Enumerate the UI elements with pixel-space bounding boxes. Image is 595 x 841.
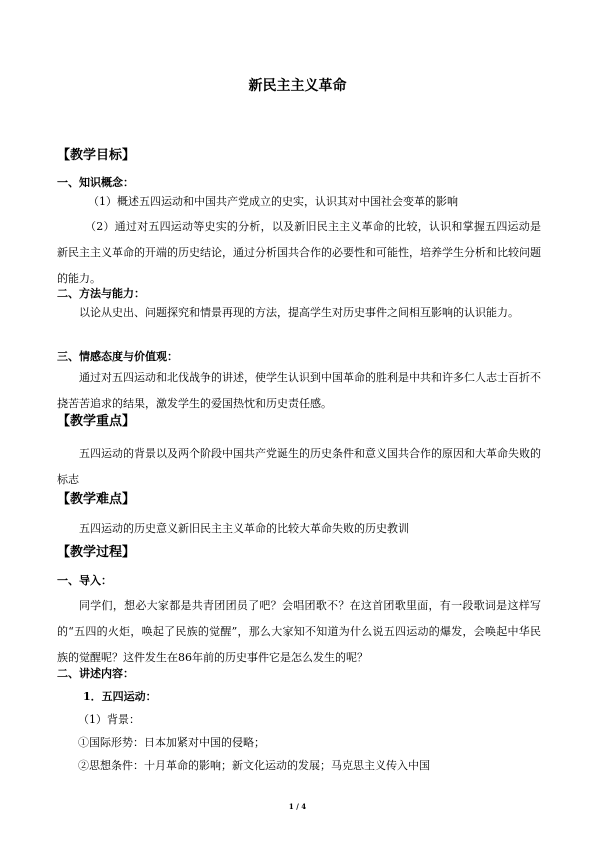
paragraph-knowledge-2: （2）通过对五四运动等史实的分析，以及新旧民主主义革命的比较，认识和掌握五四运动是新民主主义革命的开端的历史结论，通过分析国共合作的必要性和可能性，培养学生分析和比较问题的能力。 (57, 220, 541, 285)
paragraph-emotion: 通过对五四运动和北伐战争的讲述，使学生认识到中国革命的胜利是中共和许多仁人志士百折不挠苦苦追求的结果，激发学生的爱国热忱和历史责任感。 (57, 371, 541, 410)
page-number: 1 / 4 (288, 802, 307, 811)
section-heading-difficulties: 【教学难点】 (57, 492, 136, 507)
paragraph-key-points: 五四运动的背景以及两个阶段中国共产党诞生的历史条件和意义国共合作的原因和大革命失败的标志 (57, 447, 541, 486)
subheading-emotion: 三、情感态度与价值观： (57, 350, 178, 363)
subheading-knowledge: 一、知识概念： (57, 176, 134, 189)
subheading-method: 二、方法与能力： (57, 287, 145, 300)
paragraph-difficulties: 五四运动的历史意义新旧民主主义革命的比较大革命失败的历史教训 (79, 522, 409, 535)
item-international: ①国际形势：日本加紧对中国的侵略； (78, 736, 265, 749)
subheading-intro: 一、导入： (57, 574, 112, 587)
section-heading-process: 【教学过程】 (57, 545, 136, 560)
paragraph-intro: 同学们，想必大家都是共青团团员了吧？会唱团歌不？在这首团歌里面，有一段歌词是这样写的“五四的火炬，唤起了民族的觉醒”，那么大家知不知道为什么说五四运动的爆发，会唤起中华民族的觉醒呢？这件发生在86年前的历史事件它是怎么发生的呢？ (57, 599, 541, 664)
item-background: （1）背景： (78, 713, 140, 726)
item-may-fourth: 1．五四运动： (83, 690, 157, 703)
section-heading-objectives: 【教学目标】 (57, 148, 136, 163)
paragraph-knowledge-1: （1）概述五四运动和中国共产党成立的史实，认识其对中国社会变革的影响 (88, 195, 458, 208)
item-thought: ②思想条件：十月革命的影响；新文化运动的发展；马克思主义传入中国 (78, 759, 430, 772)
paragraph-method: 以论从史出、问题探究和情景再现的方法，提高学生对历史事件之间相互影响的认识能力。 (79, 306, 519, 319)
section-heading-key-points: 【教学重点】 (57, 414, 136, 429)
document-title: 新民主主义革命 (248, 78, 347, 94)
subheading-lecture: 二、讲述内容： (57, 667, 134, 680)
